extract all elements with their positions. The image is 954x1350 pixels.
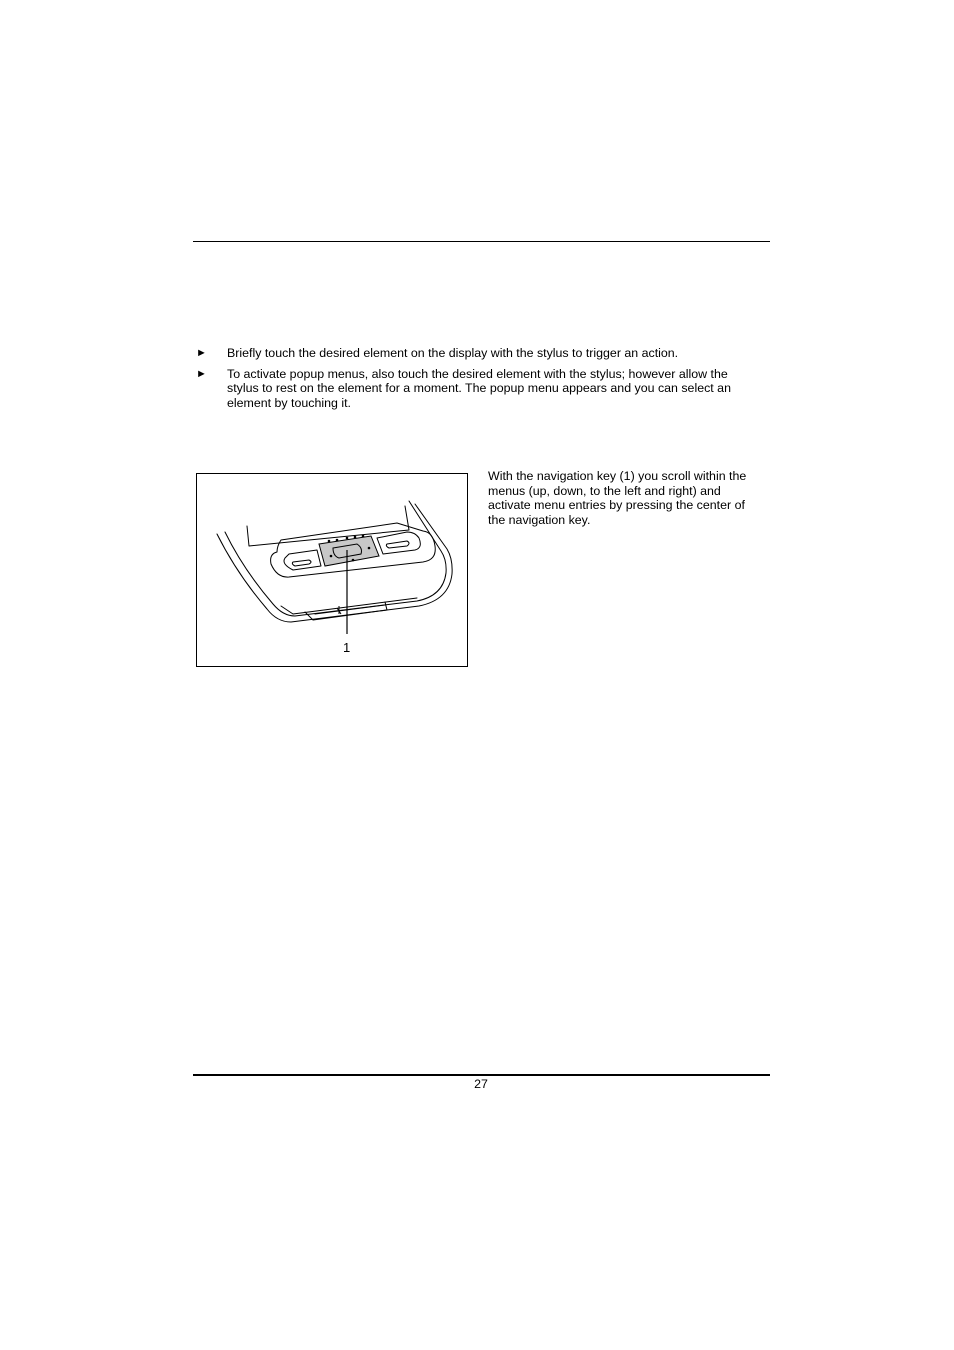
header-rule bbox=[193, 241, 770, 242]
instruction-item bbox=[196, 346, 756, 361]
navigation-key-figure bbox=[196, 473, 468, 667]
instruction-item bbox=[196, 367, 756, 411]
page-number: 27 bbox=[474, 1077, 488, 1091]
navigation-key-description: With the navigation key (1) you scroll within the menus (up, down, to the left and right) and activate menu entries by pressing the center of the navigation key. bbox=[488, 469, 747, 527]
instruction-text: To activate popup menus, also touch the desired element with the stylus; however allow the stylus to rest on the element for a moment. The popup menu appears and you can select an element by touching it. bbox=[227, 366, 731, 410]
callout-label: 1 bbox=[343, 640, 351, 655]
device-illustration bbox=[197, 474, 469, 668]
bullet-arrow-icon: ► bbox=[196, 347, 207, 359]
footer-rule bbox=[193, 1074, 770, 1076]
bullet-arrow-icon: ► bbox=[196, 367, 207, 380]
instruction-list bbox=[196, 346, 756, 416]
instruction-text: Briefly touch the desired element on the display with the stylus to trigger an action. bbox=[227, 346, 679, 360]
